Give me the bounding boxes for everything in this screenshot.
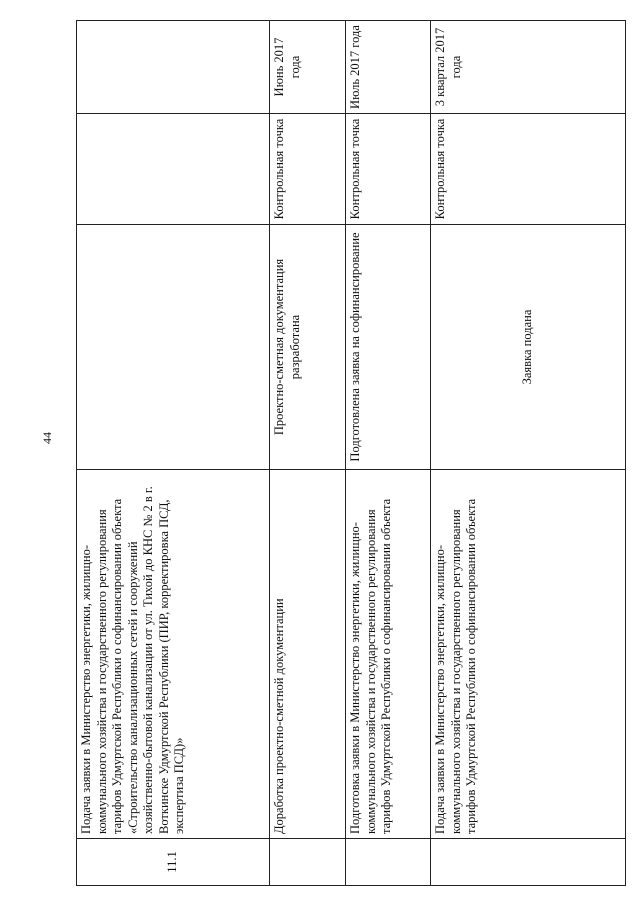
cell-task: Подача заявки в Министерство энергетики, жилищно-коммунального хозяйства и государственного регулирования тарифов Удмуртской Республики о софинансировании объекта — [431, 470, 626, 839]
cell-date — [77, 21, 270, 114]
cell-task: Подача заявки в Министерство энергетики, жилищно-коммунального хозяйства и государственного регулирования тарифов Удмуртской Республики о софинансировании объекта «Строительство канализационных сетей и сооружений хозяйственно-бытовой канализации от ул. Тихой до КНС № 2 в г. Воткинске Удмуртской Республики (ПИР, корректировка ПСД, экспертиза ПСД)» — [77, 470, 270, 839]
table-row — [431, 21, 626, 886]
rotated-table-container — [76, 21, 625, 886]
cell-date: 3 квартал 2017 года — [431, 21, 626, 114]
table-row — [270, 21, 346, 886]
cell-result: Заявка подана — [431, 225, 626, 470]
cell-date: Июнь 2017 года — [270, 21, 346, 114]
cell-type: Контрольная точка — [346, 114, 431, 225]
cell-type: Контрольная точка — [431, 114, 626, 225]
cell-type: Контрольная точка — [270, 114, 346, 225]
cell-task: Доработка проектно-сметной документации — [270, 470, 346, 839]
cell-type — [77, 114, 270, 225]
table-row — [346, 21, 431, 886]
plan-table — [76, 20, 626, 886]
cell-task: Подготовка заявки в Министерство энергетики, жилищно-коммунального хозяйства и государственного регулирования тарифов Удмуртской Республики о софинансировании объекта — [346, 470, 431, 839]
cell-date: Июль 2017 года — [346, 21, 431, 114]
cell-result — [77, 225, 270, 470]
cell-number — [431, 839, 626, 886]
cell-result: Проектно-сметная документация разработана — [270, 225, 346, 470]
table-row — [77, 21, 270, 886]
cell-result: Подготовлена заявка на софинансирование — [346, 225, 431, 470]
page-number: 44 — [40, 432, 54, 444]
cell-number: 11.1 — [77, 839, 270, 886]
cell-number — [270, 839, 346, 886]
cell-number — [346, 839, 431, 886]
